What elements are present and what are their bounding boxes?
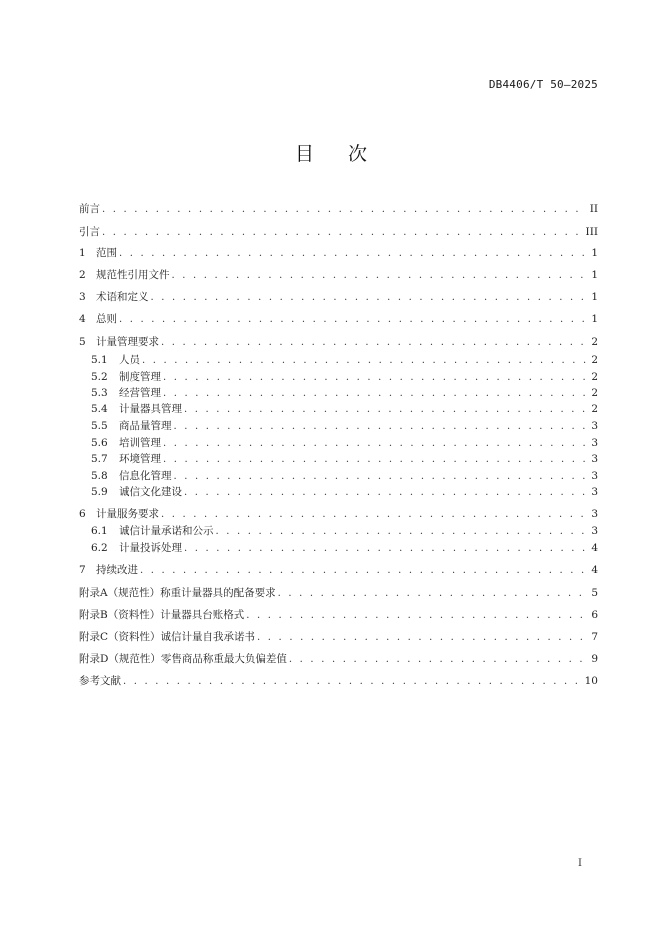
dot-leader: [119, 246, 588, 262]
toc-entry[interactable]: [91, 385, 598, 401]
toc-entry-page: 10: [584, 675, 598, 687]
dot-leader: [123, 674, 582, 690]
toc-entry-title: 计量投诉处理: [119, 542, 182, 554]
toc-entry-number: 6: [79, 508, 86, 520]
dot-leader: [163, 436, 588, 452]
toc-entry[interactable]: [79, 334, 598, 350]
toc-entry-page: 9: [591, 653, 598, 665]
toc-entry-label: [79, 585, 278, 601]
dot-leader: [142, 353, 588, 369]
toc-entry-page: 1: [591, 247, 598, 259]
toc-entry-page: 1: [591, 313, 598, 325]
dot-leader: [184, 485, 588, 501]
toc-entry-page: 1: [591, 291, 598, 303]
toc-entry-label: [79, 562, 140, 578]
toc-entry-number: 5.8: [91, 470, 108, 482]
toc-entry[interactable]: [79, 562, 598, 578]
toc-entry-number: 6.1: [91, 525, 108, 537]
toc-entry-title: 商品量管理: [119, 420, 172, 432]
toc-entry-label: [79, 334, 161, 350]
toc-entry-label: [79, 651, 289, 667]
toc-entry-number: 4: [79, 313, 86, 325]
toc-entry-page: 2: [591, 387, 598, 399]
toc-entry[interactable]: [79, 651, 598, 667]
toc-entry-number: 2: [79, 269, 86, 281]
toc-entry-label: [79, 629, 257, 645]
dot-leader: [161, 507, 588, 523]
dot-leader: [161, 335, 588, 351]
dot-leader: [163, 370, 588, 386]
toc-entry-page: 3: [591, 470, 598, 482]
toc-entry-page: II: [589, 203, 598, 215]
toc-entry[interactable]: [79, 607, 598, 623]
toc-entry-label: [91, 451, 163, 467]
toc-entry[interactable]: [91, 435, 598, 451]
page-number: I: [578, 858, 582, 869]
toc-entry-title: 规范性引用文件: [96, 269, 170, 281]
toc-entry-page: 3: [591, 420, 598, 432]
dot-leader: [163, 386, 588, 402]
toc-entry-title: 术语和定义: [96, 291, 149, 303]
toc-entry[interactable]: [91, 418, 598, 434]
toc-entry-page: 7: [591, 631, 598, 643]
toc-entry-title: 培训管理: [119, 437, 161, 449]
dot-leader: [174, 469, 589, 485]
dot-leader: [246, 608, 588, 624]
toc-entry-title: 诚信文化建设: [119, 486, 182, 498]
toc-entry[interactable]: [79, 585, 598, 601]
toc-entry[interactable]: [91, 468, 598, 484]
toc-entry-title: 诚信计量承诺和公示: [119, 525, 214, 537]
toc-entry-page: 5: [591, 587, 598, 599]
toc-entry[interactable]: [79, 311, 598, 327]
dot-leader: [163, 452, 588, 468]
toc-entry-label: [79, 289, 151, 305]
dot-leader: [140, 563, 588, 579]
toc-entry-label: [91, 385, 163, 401]
toc-entry-number: 7: [79, 564, 86, 576]
toc-entry-title: 附录A（规范性）称重计量器具的配备要求: [79, 587, 276, 599]
dot-leader: [184, 402, 588, 418]
toc-entry[interactable]: [91, 451, 598, 467]
toc-entry-label: [91, 369, 163, 385]
toc-entry[interactable]: [91, 401, 598, 417]
toc-entry-label: [79, 245, 119, 261]
dot-leader: [278, 586, 589, 602]
toc-entry-number: 5.9: [91, 486, 108, 498]
toc-entry-number: 5.7: [91, 453, 108, 465]
toc-entry-title: 环境管理: [119, 453, 161, 465]
toc-entry-label: [79, 224, 102, 240]
toc-entry-page: 4: [591, 564, 598, 576]
toc-entry[interactable]: [79, 673, 598, 689]
toc-entry-page: 4: [591, 542, 598, 554]
toc-entry-page: 3: [591, 453, 598, 465]
toc-entry-title: 计量器具管理: [119, 403, 182, 415]
toc-entry-title: 总则: [96, 313, 117, 325]
toc-entry-title: 经营管理: [119, 387, 161, 399]
toc-entry-title: 制度管理: [119, 371, 161, 383]
toc-entry-label: [91, 523, 216, 539]
dot-leader: [257, 630, 588, 646]
dot-leader: [174, 419, 589, 435]
toc-entry[interactable]: [79, 201, 598, 217]
toc-entry-label: [79, 267, 172, 283]
toc-entry-label: [79, 311, 119, 327]
toc-entry-title: 计量管理要求: [96, 336, 159, 348]
dot-leader: [289, 652, 588, 668]
toc-entry-number: 1: [79, 247, 86, 259]
toc-entry-title: 附录B（资料性）计量器具台账格式: [79, 609, 245, 621]
toc-entry-page: 2: [591, 403, 598, 415]
toc-entry-label: [91, 468, 174, 484]
dot-leader: [102, 202, 587, 218]
toc-entry-page: 2: [591, 354, 598, 366]
toc-entry-title: 范围: [96, 247, 117, 259]
toc-entry[interactable]: [91, 523, 598, 539]
toc-entry-page: 3: [591, 486, 598, 498]
toc-entry-page: III: [585, 226, 598, 238]
toc-entry-title: 附录D（规范性）零售商品称重最大负偏差值: [79, 653, 287, 665]
toc-entry-label: [91, 352, 142, 368]
toc-entry-page: 2: [591, 336, 598, 348]
toc-entry-title: 附录C（资料性）诚信计量自我承诺书: [79, 631, 256, 643]
toc-entry-number: 5.5: [91, 420, 108, 432]
toc-entry-label: [79, 673, 123, 689]
toc-entry-label: [91, 484, 184, 500]
document-code: DB4406/T 50—2025: [488, 78, 598, 91]
toc-entry-page: 1: [591, 269, 598, 281]
toc-entry-title: 引言: [79, 226, 100, 238]
dot-leader: [151, 290, 589, 306]
toc-entry[interactable]: [79, 506, 598, 522]
toc-entry-title: 持续改进: [96, 564, 138, 576]
toc-entry-title: 前言: [79, 203, 100, 215]
toc-entry-label: [91, 401, 184, 417]
toc-entry[interactable]: [79, 289, 598, 305]
toc-entry[interactable]: [79, 629, 598, 645]
toc-entry-page: 6: [591, 609, 598, 621]
toc-entry[interactable]: [91, 484, 598, 500]
toc-entry-page: 3: [591, 437, 598, 449]
toc-entry-number: 5.2: [91, 371, 108, 383]
toc-entry-title: 人员: [119, 354, 140, 366]
toc-entry-page: 3: [591, 525, 598, 537]
toc-entry-label: [91, 540, 184, 556]
toc-entry-number: 5.3: [91, 387, 108, 399]
toc-entry[interactable]: [91, 352, 598, 368]
toc-entry-label: [79, 201, 102, 217]
toc-entry-label: [79, 607, 246, 623]
toc-entry-label: [79, 506, 161, 522]
toc-entry-number: 5.4: [91, 403, 108, 415]
toc-entry-number: 5.6: [91, 437, 108, 449]
dot-leader: [172, 268, 589, 284]
dot-leader: [216, 524, 589, 540]
toc-entry-label: [91, 418, 174, 434]
toc-entry[interactable]: [91, 540, 598, 556]
toc-entry[interactable]: [79, 245, 598, 261]
toc-entry-number: 5: [79, 336, 86, 348]
page-title: 目次: [294, 143, 401, 165]
toc-entry[interactable]: [79, 224, 598, 240]
toc-entry-number: 3: [79, 291, 86, 303]
toc-entry[interactable]: [79, 267, 598, 283]
toc-entry-title: 参考文献: [79, 675, 121, 687]
toc-entry[interactable]: [91, 369, 598, 385]
dot-leader: [102, 225, 583, 241]
toc-entry-page: 3: [591, 508, 598, 520]
toc-entry-title: 信息化管理: [119, 470, 172, 482]
dot-leader: [119, 312, 588, 328]
toc-entry-label: [91, 435, 163, 451]
toc-entry-page: 2: [591, 371, 598, 383]
toc-entry-number: 6.2: [91, 542, 108, 554]
toc-entry-title: 计量服务要求: [96, 508, 159, 520]
toc-entry-number: 5.1: [91, 354, 108, 366]
dot-leader: [184, 541, 588, 557]
